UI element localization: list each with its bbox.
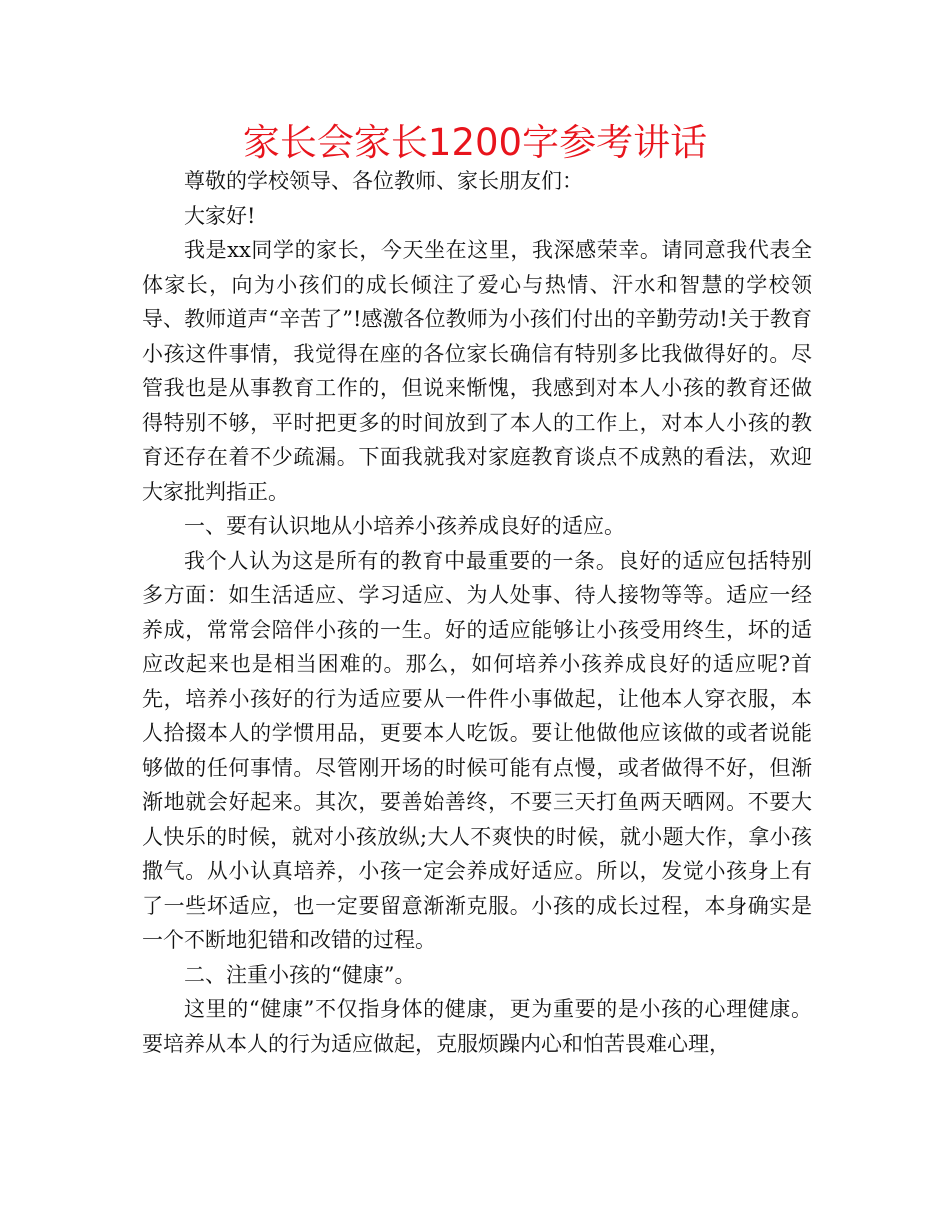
salutation: 尊敬的学校领导、各位教师、家长朋友们： — [184, 169, 583, 193]
body-paragraph: 我是xx同学的家长，今天坐在这里，我深感荣幸。请同意我代表全体家长，向为小孩们的成长倾注了爱心与热情、汗水和智慧的学校领导、教师道声“辛苦了”!感激各位教师为小孩们付出的辛勤劳动!关于教育小孩这件事情，我觉得在座的各位家长确信有特别多比我做得好的。尽管我也是从事教育工作的，但说来惭愧，我感到对本人小孩的教育还做得特别不够，平时把更多的时间放到了本人的工作上，对本人小孩的教育还存在着不少疏漏。下面我就我对家庭教育谈点不成熟的看法，欢迎大家批判指正。 — [142, 238, 812, 504]
body-paragraph: 这里的“健康”不仅指身体的健康，更为重要的是小孩的心理健康。要培养从本人的行为适应做起，克服烦躁内心和怕苦畏难心理， — [142, 997, 812, 1056]
greeting: 大家好! — [184, 203, 256, 228]
document-title: 家长会家长1200字参考讲话 — [242, 121, 708, 164]
section-heading: 一、要有认识地从小培养小孩养成良好的适应。 — [184, 514, 625, 538]
body-paragraph: 我个人认为这是所有的教育中最重要的一条。良好的适应包括特别多方面：如生活适应、学习适应、为人处事、待人接物等等。适应一经养成，常常会陪伴小孩的一生。好的适应能够让小孩受用终生，坏的适应改起来也是相当困难的。那么，如何培养小孩养成良好的适应呢?首先，培养小孩好的行为适应要从一件件小事做起，让他本人穿衣服，本人拾掇本人的学惯用品，更要本人吃饭。要让他做他应该做的或者说能够做的任何事情。尽管刚开场的时候可能有点慢，或者做得不好，但渐渐地就会好起来。其次，要善始善终，不要三天打鱼两天晒网。不要大人快乐的时候，就对小孩放纵;大人不爽快的时候，就小题大作，拿小孩撒气。从小认真培养，小孩一定会养成好适应。所以，发觉小孩身上有了一些坏适应，也一定要留意渐渐克服。小孩的成长过程，本身确实是一个不断地犯错和改错的过程。 — [142, 548, 812, 952]
section-heading: 二、注重小孩的“健康”。 — [184, 962, 416, 987]
document-body — [142, 164, 812, 1061]
